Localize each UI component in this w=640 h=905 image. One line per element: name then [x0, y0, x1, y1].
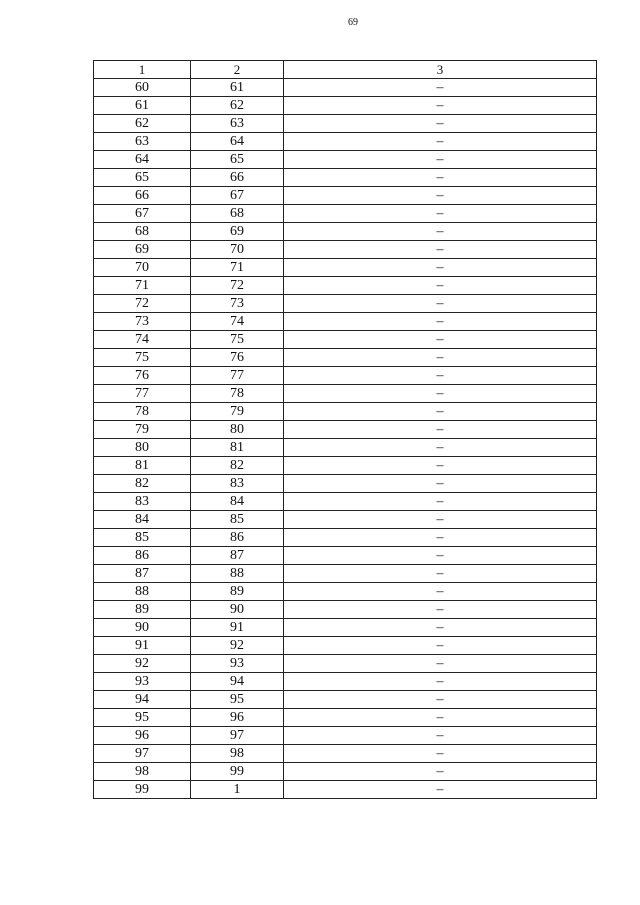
- table-cell-col2: 88: [191, 565, 284, 583]
- table-cell-col1: 89: [94, 601, 191, 619]
- table-row: [94, 637, 597, 655]
- table-row: [94, 259, 597, 277]
- table-cell-col2: 96: [191, 709, 284, 727]
- table-row: [94, 511, 597, 529]
- table-cell-col3: –: [284, 331, 597, 349]
- table-cell-col2: 73: [191, 295, 284, 313]
- table-cell-col2: 78: [191, 385, 284, 403]
- table-row: [94, 673, 597, 691]
- table-cell-col3: –: [284, 547, 597, 565]
- table-cell-col2: 84: [191, 493, 284, 511]
- table-cell-col2: 74: [191, 313, 284, 331]
- table-cell-col2: 87: [191, 547, 284, 565]
- table-row: [94, 169, 597, 187]
- column-header-1: 1: [94, 61, 191, 79]
- table-cell-col3: –: [284, 511, 597, 529]
- table-cell-col1: 73: [94, 313, 191, 331]
- table-row: [94, 493, 597, 511]
- table-cell-col1: 83: [94, 493, 191, 511]
- table-cell-col3: –: [284, 709, 597, 727]
- table-cell-col3: –: [284, 457, 597, 475]
- table-cell-col1: 63: [94, 133, 191, 151]
- table-cell-col3: –: [284, 601, 597, 619]
- table-cell-col1: 69: [94, 241, 191, 259]
- column-header-3: 3: [284, 61, 597, 79]
- table-cell-col2: 1: [191, 781, 284, 799]
- table-cell-col2: 82: [191, 457, 284, 475]
- table-cell-col3: –: [284, 673, 597, 691]
- table-row: [94, 421, 597, 439]
- table-cell-col1: 91: [94, 637, 191, 655]
- table-cell-col3: –: [284, 295, 597, 313]
- table-row: [94, 385, 597, 403]
- table-cell-col2: 72: [191, 277, 284, 295]
- table-cell-col2: 85: [191, 511, 284, 529]
- table-cell-col3: –: [284, 187, 597, 205]
- table-cell-col2: 76: [191, 349, 284, 367]
- table-cell-col2: 80: [191, 421, 284, 439]
- table-cell-col1: 78: [94, 403, 191, 421]
- table-cell-col1: 94: [94, 691, 191, 709]
- table-cell-col3: –: [284, 205, 597, 223]
- table-cell-col3: –: [284, 349, 597, 367]
- table-cell-col1: 64: [94, 151, 191, 169]
- table-cell-col2: 92: [191, 637, 284, 655]
- table-cell-col1: 95: [94, 709, 191, 727]
- table-cell-col1: 79: [94, 421, 191, 439]
- table-cell-col2: 67: [191, 187, 284, 205]
- table-cell-col2: 95: [191, 691, 284, 709]
- table-cell-col3: –: [284, 565, 597, 583]
- table-cell-col2: 61: [191, 79, 284, 97]
- table-row: [94, 565, 597, 583]
- table-cell-col3: –: [284, 313, 597, 331]
- table-cell-col2: 91: [191, 619, 284, 637]
- table-cell-col1: 93: [94, 673, 191, 691]
- table-row: [94, 241, 597, 259]
- table-cell-col1: 72: [94, 295, 191, 313]
- table-row: [94, 349, 597, 367]
- page-number: 69: [348, 17, 358, 28]
- table-row: [94, 133, 597, 151]
- table-cell-col3: –: [284, 727, 597, 745]
- table-row: [94, 583, 597, 601]
- table-cell-col2: 69: [191, 223, 284, 241]
- table-cell-col3: –: [284, 691, 597, 709]
- table-row: [94, 619, 597, 637]
- table-cell-col2: 75: [191, 331, 284, 349]
- table-cell-col3: –: [284, 223, 597, 241]
- table-row: [94, 331, 597, 349]
- table-cell-col3: –: [284, 493, 597, 511]
- table-row: [94, 223, 597, 241]
- table-cell-col2: 93: [191, 655, 284, 673]
- table-cell-col3: –: [284, 151, 597, 169]
- table-cell-col1: 90: [94, 619, 191, 637]
- table-cell-col2: 64: [191, 133, 284, 151]
- column-header-2: 2: [191, 61, 284, 79]
- table-cell-col1: 76: [94, 367, 191, 385]
- table-row: [94, 439, 597, 457]
- table-cell-col1: 99: [94, 781, 191, 799]
- table-cell-col2: 63: [191, 115, 284, 133]
- table-row: [94, 79, 597, 97]
- table-row: [94, 727, 597, 745]
- table-cell-col3: –: [284, 439, 597, 457]
- table-row: [94, 691, 597, 709]
- table-cell-col3: –: [284, 529, 597, 547]
- table-cell-col3: –: [284, 79, 597, 97]
- table-cell-col3: –: [284, 637, 597, 655]
- table-cell-col2: 71: [191, 259, 284, 277]
- table-body: [94, 61, 597, 799]
- table-cell-col3: –: [284, 475, 597, 493]
- table-row: [94, 763, 597, 781]
- table-cell-col3: –: [284, 655, 597, 673]
- table-row: [94, 151, 597, 169]
- table-cell-col2: 89: [191, 583, 284, 601]
- table-cell-col3: –: [284, 97, 597, 115]
- table-row: [94, 97, 597, 115]
- table-cell-col1: 61: [94, 97, 191, 115]
- table-cell-col1: 84: [94, 511, 191, 529]
- table-cell-col1: 77: [94, 385, 191, 403]
- table-cell-col1: 85: [94, 529, 191, 547]
- table-cell-col1: 60: [94, 79, 191, 97]
- table-cell-col3: –: [284, 367, 597, 385]
- table-row: [94, 475, 597, 493]
- table-cell-col1: 82: [94, 475, 191, 493]
- table-cell-col2: 90: [191, 601, 284, 619]
- table-cell-col1: 96: [94, 727, 191, 745]
- table-cell-col1: 70: [94, 259, 191, 277]
- table-cell-col3: –: [284, 241, 597, 259]
- table-cell-col2: 99: [191, 763, 284, 781]
- data-table: [93, 60, 597, 799]
- table-row: [94, 295, 597, 313]
- table-cell-col1: 81: [94, 457, 191, 475]
- table-cell-col2: 86: [191, 529, 284, 547]
- table-cell-col3: –: [284, 169, 597, 187]
- table-cell-col1: 67: [94, 205, 191, 223]
- table-cell-col3: –: [284, 385, 597, 403]
- table-cell-col2: 68: [191, 205, 284, 223]
- table-cell-col3: –: [284, 781, 597, 799]
- table-cell-col2: 65: [191, 151, 284, 169]
- table-header-row: [94, 61, 597, 79]
- table-cell-col3: –: [284, 133, 597, 151]
- table-cell-col1: 86: [94, 547, 191, 565]
- table-cell-col3: –: [284, 403, 597, 421]
- table-cell-col1: 87: [94, 565, 191, 583]
- table-row: [94, 367, 597, 385]
- table-cell-col1: 74: [94, 331, 191, 349]
- table-cell-col3: –: [284, 277, 597, 295]
- table-cell-col1: 97: [94, 745, 191, 763]
- table-cell-col2: 62: [191, 97, 284, 115]
- table-cell-col2: 66: [191, 169, 284, 187]
- table-cell-col3: –: [284, 421, 597, 439]
- table-cell-col1: 88: [94, 583, 191, 601]
- table-cell-col2: 70: [191, 241, 284, 259]
- table-cell-col1: 71: [94, 277, 191, 295]
- table-row: [94, 205, 597, 223]
- table-cell-col1: 65: [94, 169, 191, 187]
- table-cell-col1: 68: [94, 223, 191, 241]
- table-cell-col1: 75: [94, 349, 191, 367]
- table-row: [94, 709, 597, 727]
- table-row: [94, 313, 597, 331]
- table-cell-col1: 92: [94, 655, 191, 673]
- table-row: [94, 547, 597, 565]
- table-row: [94, 781, 597, 799]
- table-cell-col3: –: [284, 763, 597, 781]
- table-cell-col1: 66: [94, 187, 191, 205]
- table-row: [94, 187, 597, 205]
- table-cell-col2: 79: [191, 403, 284, 421]
- table-cell-col2: 98: [191, 745, 284, 763]
- table-row: [94, 529, 597, 547]
- table-cell-col2: 94: [191, 673, 284, 691]
- table-cell-col3: –: [284, 583, 597, 601]
- table-row: [94, 115, 597, 133]
- table-cell-col2: 77: [191, 367, 284, 385]
- table-cell-col3: –: [284, 259, 597, 277]
- table-cell-col3: –: [284, 745, 597, 763]
- table-row: [94, 403, 597, 421]
- table-cell-col3: –: [284, 619, 597, 637]
- table-cell-col3: –: [284, 115, 597, 133]
- table-row: [94, 277, 597, 295]
- table-cell-col2: 81: [191, 439, 284, 457]
- table-cell-col1: 98: [94, 763, 191, 781]
- table-cell-col2: 97: [191, 727, 284, 745]
- table-row: [94, 655, 597, 673]
- table-cell-col1: 62: [94, 115, 191, 133]
- table-cell-col2: 83: [191, 475, 284, 493]
- table-cell-col1: 80: [94, 439, 191, 457]
- table-row: [94, 457, 597, 475]
- table-row: [94, 745, 597, 763]
- table-row: [94, 601, 597, 619]
